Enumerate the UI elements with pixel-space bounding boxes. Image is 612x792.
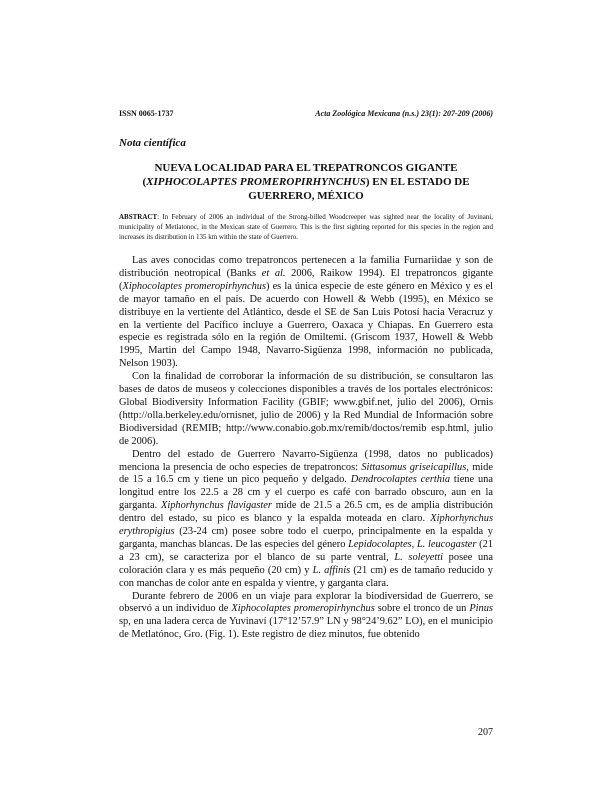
text-run-italic: Dendrocolaptes certhia xyxy=(350,474,451,486)
text-run: mide de 15 a 16.5 cm y tiene un pico pequeño y delgado. xyxy=(119,461,493,486)
abstract xyxy=(119,212,493,242)
text-run: mide de 21.5 a 26.5 cm, es de amplia distribución dentro del estado, su pico es blanco y la espalda moteada en claro. xyxy=(119,500,493,525)
text-run-italic: Xiphocolaptes promeropirhynchus xyxy=(122,280,267,292)
text-run-italic: et al. xyxy=(261,267,286,279)
text-run-italic: Sittasomus griseicapillus, xyxy=(361,461,469,473)
paragraph-2: Con la finalidad de corroborar la información de su distribución, se consultaron las bases de datos de museos y colecciones disponibles a través de los portales electrónicos: Global Biodiversity Information Facility (GBIF; www.gbif.net, julio del 2006), Ornis (http://olla.berkeley.edu/ornisnet, julio de 2006) y la Red Mundial de Información sobre Biodiversidad (REMIB; http://www.conabio.gob.mx/remib/doctos/remib esp.html, julio de 2006). xyxy=(119,371,493,447)
issn-label: ISSN 0065-1737 xyxy=(119,109,174,118)
text-run: Las aves conocidas como trepatroncos pertenecen a la familia Furnariidae y son de distribución neotropical (Banks xyxy=(119,255,493,279)
text-run: tiene una longitud entre los 22.5 a 28 cm y el cuerpo es café con barrado obscuro, aun en la garganta. xyxy=(119,474,493,512)
text-run-italic: Pinus xyxy=(469,603,493,615)
title-line-2-rest: ) EN EL ESTADO DE xyxy=(365,176,470,188)
article-body xyxy=(119,255,493,642)
title-species: XIPHOCOLAPTES PROMEROPIRHYNCHUS xyxy=(146,176,366,188)
text-run: ) es la única especie de este género en México y es el de mayor tamaño en el país. De acuerdo con Howell & Webb (1995), en México se distribuye en la vertiente del Atlántico, desde el SE de San Luis Potosí hacia Veracruz y en la vertiente del Pacífico incluye a Guerrero, Oaxaca y Chiapas. En Guerrero esta especie es registrada sólo en la región de Omiltemi. (Griscom 1937, Howell & Webb 1995, Martin del Campo 1948, Navarro-Sigüenza 1998, información no publicada, Nelson 1903). xyxy=(119,280,493,370)
section-label: Nota científica xyxy=(119,137,186,149)
journal-citation: Acta Zoológica Mexicana (n.s.) 23(1): 207-209 (2006) xyxy=(315,109,493,118)
text-run: posee una coloración clara y es más pequeño (20 cm) y xyxy=(119,551,493,576)
text-run-italic: Xiphorhynchus erythropigius xyxy=(119,513,493,538)
text-run-italic: L. affinis xyxy=(312,564,351,576)
paragraph-3 xyxy=(119,449,493,591)
text-run-italic: L. soleyetti xyxy=(394,551,444,563)
text-run-italic: Xiphocolaptes promeropirhynchus xyxy=(231,603,375,615)
text-run: (21 cm) es de tamaño reducido y con manchas de color ante en espalda y vientre, y garganta clara. xyxy=(119,564,493,589)
paragraph-4 xyxy=(119,591,493,643)
text-run-italic: Lepidocolaptes, L. leucogaster xyxy=(348,538,477,550)
abstract-text: : In February of 2006 an individual of the Strong-billed Woodcreeper was sighted near the locality of Juvinani, municipality of Metlatonoc, in the Mexican state of Guerrero. This is the first sighting reported for this species in the region and increases its distribution in 135 km within the state of Guerrero. xyxy=(119,213,493,241)
text-run: (23-24 cm) posee sobre todo el cuerpo, principalmente en la espalda y garganta, manchas blancas. De las especies del género xyxy=(119,526,493,550)
text-run: (21 a 23 cm), se caracteriza por el blanco de su parte ventral, xyxy=(119,538,494,563)
page-number: 207 xyxy=(478,727,493,738)
text-run: 2006, Raikow 1994). El trepatroncos gigante ( xyxy=(119,267,493,292)
title-line-3: GUERRERO, MÉXICO xyxy=(248,190,364,202)
text-run: Durante febrero de 2006 en un viaje para explorar la biodiversidad de Guerrero, se observó a un individuo de xyxy=(119,590,493,615)
abstract-label: ABSTRACT xyxy=(119,213,158,221)
text-run: Dentro del estado de Guerrero Navarro-Sigüenza (1998, datos no publicados) menciona la presencia de ocho especies de trepatroncos: xyxy=(119,448,493,473)
article-title xyxy=(119,161,493,203)
title-line-1: NUEVA LOCALIDAD PARA EL TREPATRONCOS GIGANTE xyxy=(154,162,458,174)
paragraph-1 xyxy=(119,255,493,371)
text-run-italic: Xiphorhynchus flavigaster xyxy=(160,500,272,512)
title-line-2 xyxy=(119,175,493,189)
text-run: sp, en una ladera cerca de Yuvinaví (17°12’57.9” LN y 98°24’9.62” LO), en el municipio de Metlatónoc, Gro. (Fig. 1). Este registro de diez minutos, fue obtenido xyxy=(119,616,493,641)
text-run: sobre el tronco de un xyxy=(374,603,470,615)
title-paren-open: ( xyxy=(142,176,147,188)
